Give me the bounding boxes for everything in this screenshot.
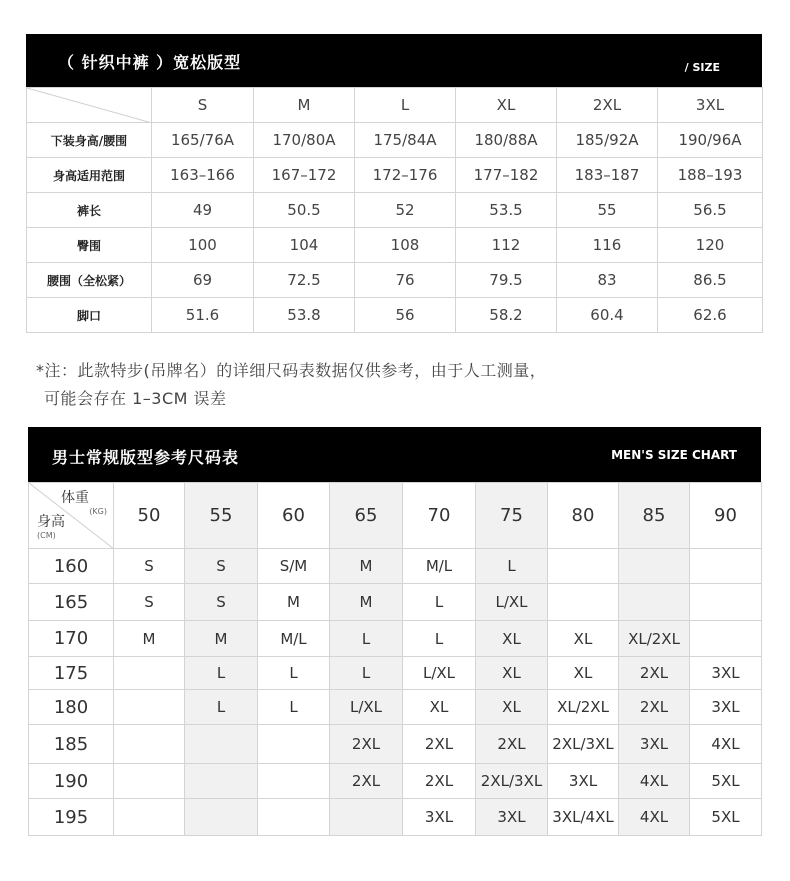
size-recommendation-cell: L: [403, 584, 476, 621]
size-recommendation-cell: L: [403, 621, 476, 657]
height-row: [29, 621, 762, 657]
size-recommendation-cell: 3XL: [403, 799, 476, 836]
size-recommendation-cell: 2XL/3XL: [476, 764, 548, 799]
diagonal-line: [27, 88, 152, 123]
height-row: [29, 764, 762, 799]
measurement-value: 100: [152, 228, 254, 263]
measurement-row: [27, 193, 763, 228]
size-recommendation-cell: 2XL: [619, 690, 690, 725]
weight-header-row: [29, 483, 762, 549]
height-row: [29, 725, 762, 764]
height-weight-corner-cell: [29, 483, 114, 549]
size-recommendation-cell: M: [330, 584, 403, 621]
size-recommendation-cell: M: [258, 584, 330, 621]
size-recommendation-cell: [114, 690, 185, 725]
size-header-cell: 3XL: [658, 88, 763, 123]
size-recommendation-cell: [619, 549, 690, 584]
height-label: 180: [29, 690, 114, 725]
size-recommendation-cell: L: [185, 657, 258, 690]
measurement-value: 165/76A: [152, 123, 254, 158]
height-label: 165: [29, 584, 114, 621]
height-label: 160: [29, 549, 114, 584]
measurement-value: 69: [152, 263, 254, 298]
size-recommendation-cell: S: [114, 584, 185, 621]
size-recommendation-cell: 2XL/3XL: [548, 725, 619, 764]
measurement-value: 52: [355, 193, 456, 228]
size-recommendation-cell: 4XL: [690, 725, 762, 764]
size-recommendation-cell: [258, 725, 330, 764]
height-row: [29, 799, 762, 836]
height-row: [29, 549, 762, 584]
measurement-value: 56: [355, 298, 456, 333]
measurement-row: [27, 298, 763, 333]
measurement-value: 163–166: [152, 158, 254, 193]
size-recommendation-cell: XL: [476, 690, 548, 725]
size-recommendation-cell: XL: [548, 657, 619, 690]
size-recommendation-cell: XL: [476, 621, 548, 657]
size-recommendation-cell: XL/2XL: [619, 621, 690, 657]
measurement-value: 112: [456, 228, 557, 263]
measurement-value: 177–182: [456, 158, 557, 193]
measurement-value: 56.5: [658, 193, 763, 228]
height-label: 195: [29, 799, 114, 836]
mens-chart-subtitle: MEN'S SIZE CHART: [611, 448, 737, 462]
measurement-value: 116: [557, 228, 658, 263]
measurement-value: 104: [254, 228, 355, 263]
measurement-value: 62.6: [658, 298, 763, 333]
size-recommendation-cell: S/M: [258, 549, 330, 584]
size-recommendation-cell: 3XL: [619, 725, 690, 764]
size-recommendation-cell: XL/2XL: [548, 690, 619, 725]
size-recommendation-cell: [114, 657, 185, 690]
measurement-label: 腰围（全松紧）: [27, 263, 152, 298]
pants-size-table: [26, 34, 762, 333]
size-recommendation-cell: L/XL: [403, 657, 476, 690]
size-recommendation-cell: M/L: [403, 549, 476, 584]
measurement-value: 180/88A: [456, 123, 557, 158]
pants-table-subtitle: / SIZE: [684, 61, 720, 74]
size-recommendation-cell: [619, 584, 690, 621]
size-recommendation-cell: 2XL: [330, 764, 403, 799]
size-header-cell: 2XL: [557, 88, 658, 123]
size-recommendation-cell: L: [185, 690, 258, 725]
size-recommendation-cell: M: [114, 621, 185, 657]
height-label: 175: [29, 657, 114, 690]
height-label: 185: [29, 725, 114, 764]
weight-header-cell: 70: [403, 483, 476, 549]
weight-header-cell: 80: [548, 483, 619, 549]
size-recommendation-cell: L: [330, 657, 403, 690]
size-recommendation-cell: 2XL: [330, 725, 403, 764]
height-row: [29, 657, 762, 690]
measurement-label: 臀围: [27, 228, 152, 263]
measurement-value: 58.2: [456, 298, 557, 333]
measurement-value: 190/96A: [658, 123, 763, 158]
height-row: [29, 690, 762, 725]
height-axis-unit: (CM): [37, 531, 56, 540]
note-line-1: *注：此款特步(吊牌名）的详细尺码表数据仅供参考，由于人工测量，: [36, 361, 547, 380]
measurement-value: 183–187: [557, 158, 658, 193]
size-recommendation-cell: [185, 764, 258, 799]
size-recommendation-cell: [330, 799, 403, 836]
measurement-value: 83: [557, 263, 658, 298]
size-header-cell: M: [254, 88, 355, 123]
measurement-value: 79.5: [456, 263, 557, 298]
measurement-row: [27, 228, 763, 263]
weight-header-cell: 50: [114, 483, 185, 549]
measurement-value: 120: [658, 228, 763, 263]
height-label: 190: [29, 764, 114, 799]
size-header-cell: XL: [456, 88, 557, 123]
size-recommendation-cell: S: [114, 549, 185, 584]
pants-table-header: [26, 34, 762, 87]
measurement-value: 108: [355, 228, 456, 263]
measurement-value: 60.4: [557, 298, 658, 333]
pants-table-title: （ 针织中裤 ）宽松版型: [58, 53, 242, 72]
size-recommendation-cell: [185, 799, 258, 836]
measurement-value: 185/92A: [557, 123, 658, 158]
mens-size-grid: [28, 482, 762, 836]
size-recommendation-cell: 2XL: [403, 725, 476, 764]
size-recommendation-cell: L: [476, 549, 548, 584]
measurement-value: 55: [557, 193, 658, 228]
measurement-label: 下装身高/腰围: [27, 123, 152, 158]
size-recommendation-cell: 3XL: [548, 764, 619, 799]
size-recommendation-cell: M: [330, 549, 403, 584]
height-label: 170: [29, 621, 114, 657]
diagonal-corner-cell: [27, 88, 152, 123]
size-recommendation-cell: 3XL: [690, 690, 762, 725]
size-recommendation-cell: 5XL: [690, 764, 762, 799]
size-recommendation-cell: [690, 549, 762, 584]
measurement-value: 53.8: [254, 298, 355, 333]
size-recommendation-cell: XL: [476, 657, 548, 690]
size-recommendation-cell: 4XL: [619, 799, 690, 836]
size-recommendation-cell: 3XL: [476, 799, 548, 836]
mens-size-chart: [28, 427, 761, 836]
measurement-row: [27, 263, 763, 298]
measurement-value: 170/80A: [254, 123, 355, 158]
size-recommendation-cell: M/L: [258, 621, 330, 657]
measurement-value: 188–193: [658, 158, 763, 193]
height-axis-label: 身高: [37, 514, 65, 530]
size-recommendation-cell: L/XL: [476, 584, 548, 621]
size-recommendation-cell: L: [330, 621, 403, 657]
measurement-value: 172–176: [355, 158, 456, 193]
measurement-value: 49: [152, 193, 254, 228]
size-recommendation-cell: [258, 764, 330, 799]
size-recommendation-cell: L: [258, 657, 330, 690]
measurement-value: 175/84A: [355, 123, 456, 158]
weight-header-cell: 55: [185, 483, 258, 549]
weight-header-cell: 60: [258, 483, 330, 549]
measurement-value: 167–172: [254, 158, 355, 193]
size-recommendation-cell: L/XL: [330, 690, 403, 725]
size-recommendation-cell: XL: [548, 621, 619, 657]
size-recommendation-cell: 3XL: [690, 657, 762, 690]
measurement-note: [36, 357, 546, 413]
size-header-cell: L: [355, 88, 456, 123]
measurement-row: [27, 158, 763, 193]
size-recommendation-cell: [548, 584, 619, 621]
size-recommendation-cell: [114, 764, 185, 799]
measurement-value: 51.6: [152, 298, 254, 333]
measurement-label: 脚口: [27, 298, 152, 333]
size-recommendation-cell: S: [185, 584, 258, 621]
measurement-value: 86.5: [658, 263, 763, 298]
size-recommendation-cell: [690, 621, 762, 657]
measurement-value: 72.5: [254, 263, 355, 298]
size-recommendation-cell: [185, 725, 258, 764]
weight-header-cell: 75: [476, 483, 548, 549]
mens-chart-title: 男士常规版型参考尺码表: [52, 448, 240, 467]
size-recommendation-cell: [114, 799, 185, 836]
weight-header-cell: 85: [619, 483, 690, 549]
weight-axis-label: 体重: [61, 490, 89, 506]
size-recommendation-cell: XL: [403, 690, 476, 725]
measurement-label: 身高适用范围: [27, 158, 152, 193]
size-recommendation-cell: 2XL: [619, 657, 690, 690]
weight-header-cell: 65: [330, 483, 403, 549]
weight-axis-unit: (KG): [89, 507, 107, 516]
size-recommendation-cell: 3XL/4XL: [548, 799, 619, 836]
size-recommendation-cell: 5XL: [690, 799, 762, 836]
size-recommendation-cell: [258, 799, 330, 836]
size-header-cell: S: [152, 88, 254, 123]
size-recommendation-cell: S: [185, 549, 258, 584]
height-row: [29, 584, 762, 621]
size-recommendation-cell: 2XL: [476, 725, 548, 764]
pants-size-grid: [26, 87, 763, 333]
size-header-row: [27, 88, 763, 123]
size-recommendation-cell: [548, 549, 619, 584]
weight-header-cell: 90: [690, 483, 762, 549]
measurement-value: 50.5: [254, 193, 355, 228]
size-recommendation-cell: [114, 725, 185, 764]
mens-chart-header: [28, 427, 761, 482]
size-recommendation-cell: 4XL: [619, 764, 690, 799]
size-recommendation-cell: L: [258, 690, 330, 725]
note-line-2: 可能会存在 1–3CM 误差: [44, 389, 227, 408]
measurement-row: [27, 123, 763, 158]
size-recommendation-cell: M: [185, 621, 258, 657]
size-recommendation-cell: 2XL: [403, 764, 476, 799]
measurement-value: 76: [355, 263, 456, 298]
measurement-value: 53.5: [456, 193, 557, 228]
measurement-label: 裤长: [27, 193, 152, 228]
size-recommendation-cell: [690, 584, 762, 621]
